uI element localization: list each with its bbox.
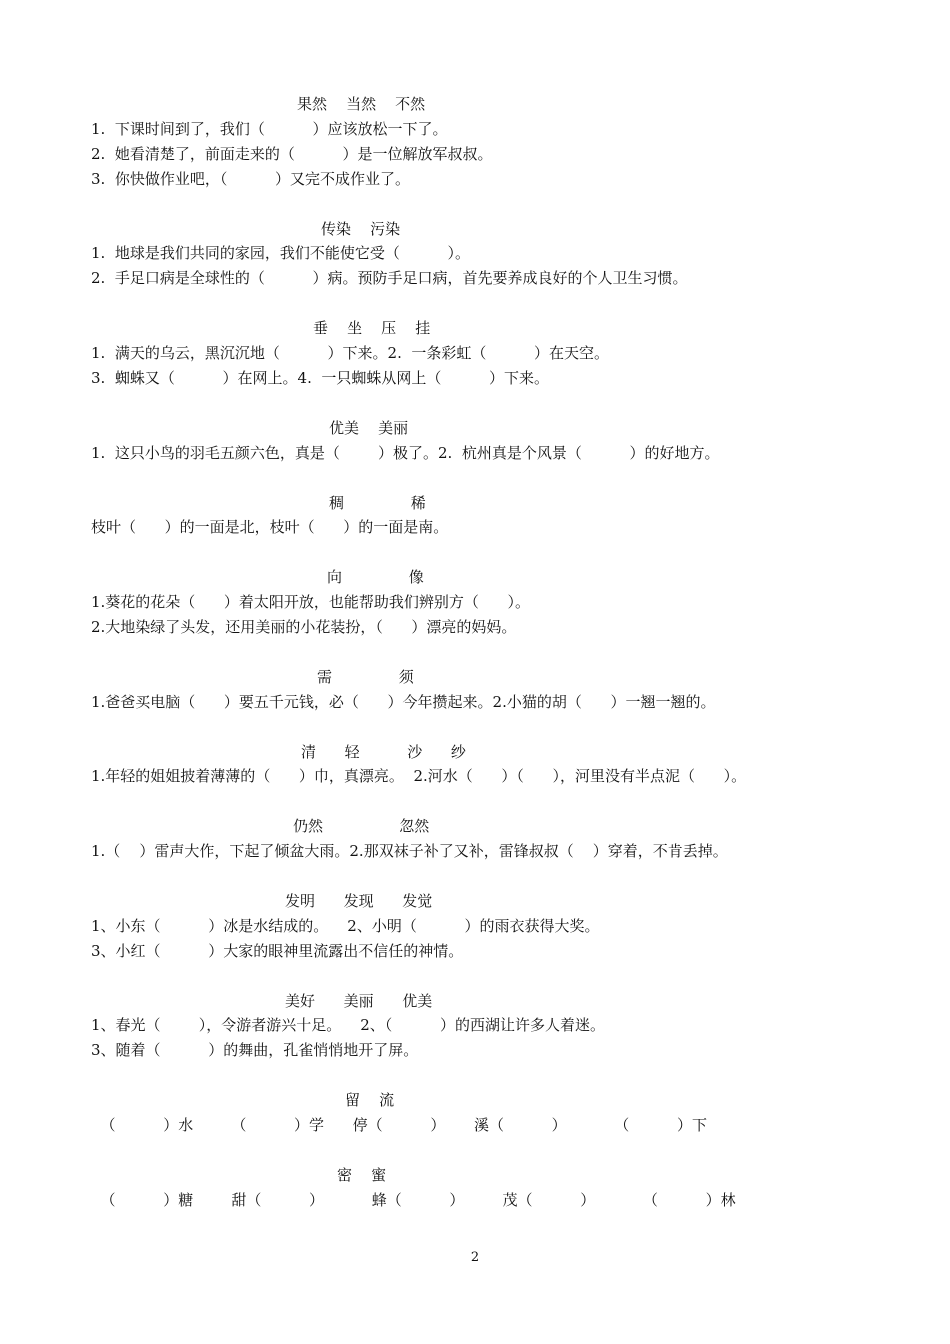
- section-heading: 垂 坐 压 挂: [313, 319, 431, 337]
- section-heading: 需 须: [317, 668, 414, 686]
- question-line: 枝叶（ ）的一面是北，枝叶（ ）的一面是南。: [91, 518, 449, 536]
- section-heading: 清 轻 沙 纱: [301, 743, 466, 761]
- page-number: 2: [470, 1250, 480, 1265]
- section-heading: 密 蜜: [337, 1166, 387, 1184]
- question-line: 2. 她看清楚了，前面走来的（ ）是一位解放军叔叔。: [91, 145, 493, 163]
- question-line: 1.年轻的姐姐披着薄薄的（ ）巾，真漂亮。 2.河水（ ）（ ），河里没有半点泥（ ）。: [91, 767, 747, 785]
- question-line: 1、小东（ ）冰是水结成的。 2、小明（ ）的雨衣获得大奖。: [91, 917, 600, 935]
- question-line: 1.（ ）雷声大作，下起了倾盆大雨。2.那双袜子补了又补，雷锋叔叔（ ）穿着，不肯丢掉。: [91, 842, 728, 860]
- question-line: 3、随着（ ）的舞曲，孔雀悄悄地开了屏。: [91, 1041, 419, 1059]
- question-line: 1. 地球是我们共同的家园，我们不能使它受（ ）。: [91, 244, 471, 262]
- section-heading: 稠 稀: [329, 494, 426, 512]
- question-line: 1. 下课时间到了，我们（ ）应该放松一下了。: [91, 120, 448, 138]
- section-heading: 美好 美丽 优美: [285, 992, 433, 1010]
- section-heading: 优美 美丽: [329, 419, 409, 437]
- question-line: （ ）水 （ ）学 停（ ） 溪（ ） （ ）下: [91, 1116, 707, 1134]
- question-line: 3. 蜘蛛又（ ）在网上。4. 一只蜘蛛从网上（ ）下来。: [91, 369, 550, 387]
- question-line: 2. 手足口病是全球性的（ ）病。预防手足口病，首先要养成良好的个人卫生习惯。: [91, 269, 688, 287]
- question-line: 1. 满天的乌云，黑沉沉地（ ）下来。2. 一条彩虹（ ）在天空。: [91, 344, 610, 362]
- question-line: （ ）糖 甜（ ） 蜂（ ） 茂（ ） （ ）林: [91, 1191, 736, 1209]
- question-line: 1、春光（ ），令游者游兴十足。 2、（ ）的西湖让许多人着迷。: [91, 1016, 605, 1034]
- section-heading: 仍然 忽然: [293, 817, 430, 835]
- section-heading: 传染 污染: [321, 220, 401, 238]
- question-line: 1.葵花的花朵（ ）着太阳开放，也能帮助我们辨别方（ ）。: [91, 593, 531, 611]
- question-line: 2.大地染绿了头发，还用美丽的小花装扮，（ ）漂亮的妈妈。: [91, 618, 517, 636]
- section-heading: 发明 发现 发觉: [285, 892, 433, 910]
- question-line: 3. 你快做作业吧，（ ）又完不成作业了。: [91, 170, 411, 188]
- section-heading: 向 像: [327, 568, 424, 586]
- question-line: 1.爸爸买电脑（ ）要五千元钱，必（ ）今年攒起来。2.小猫的胡（ ）一翘一翘的。: [91, 693, 716, 711]
- question-line: 3、小红（ ）大家的眼神里流露出不信任的神情。: [91, 942, 464, 960]
- section-heading: 留 流: [345, 1091, 395, 1109]
- section-heading: 果然 当然 不然: [297, 95, 426, 113]
- question-line: 1. 这只小鸟的羽毛五颜六色，真是（ ）极了。2. 杭州真是个风景（ ）的好地方。: [91, 444, 720, 462]
